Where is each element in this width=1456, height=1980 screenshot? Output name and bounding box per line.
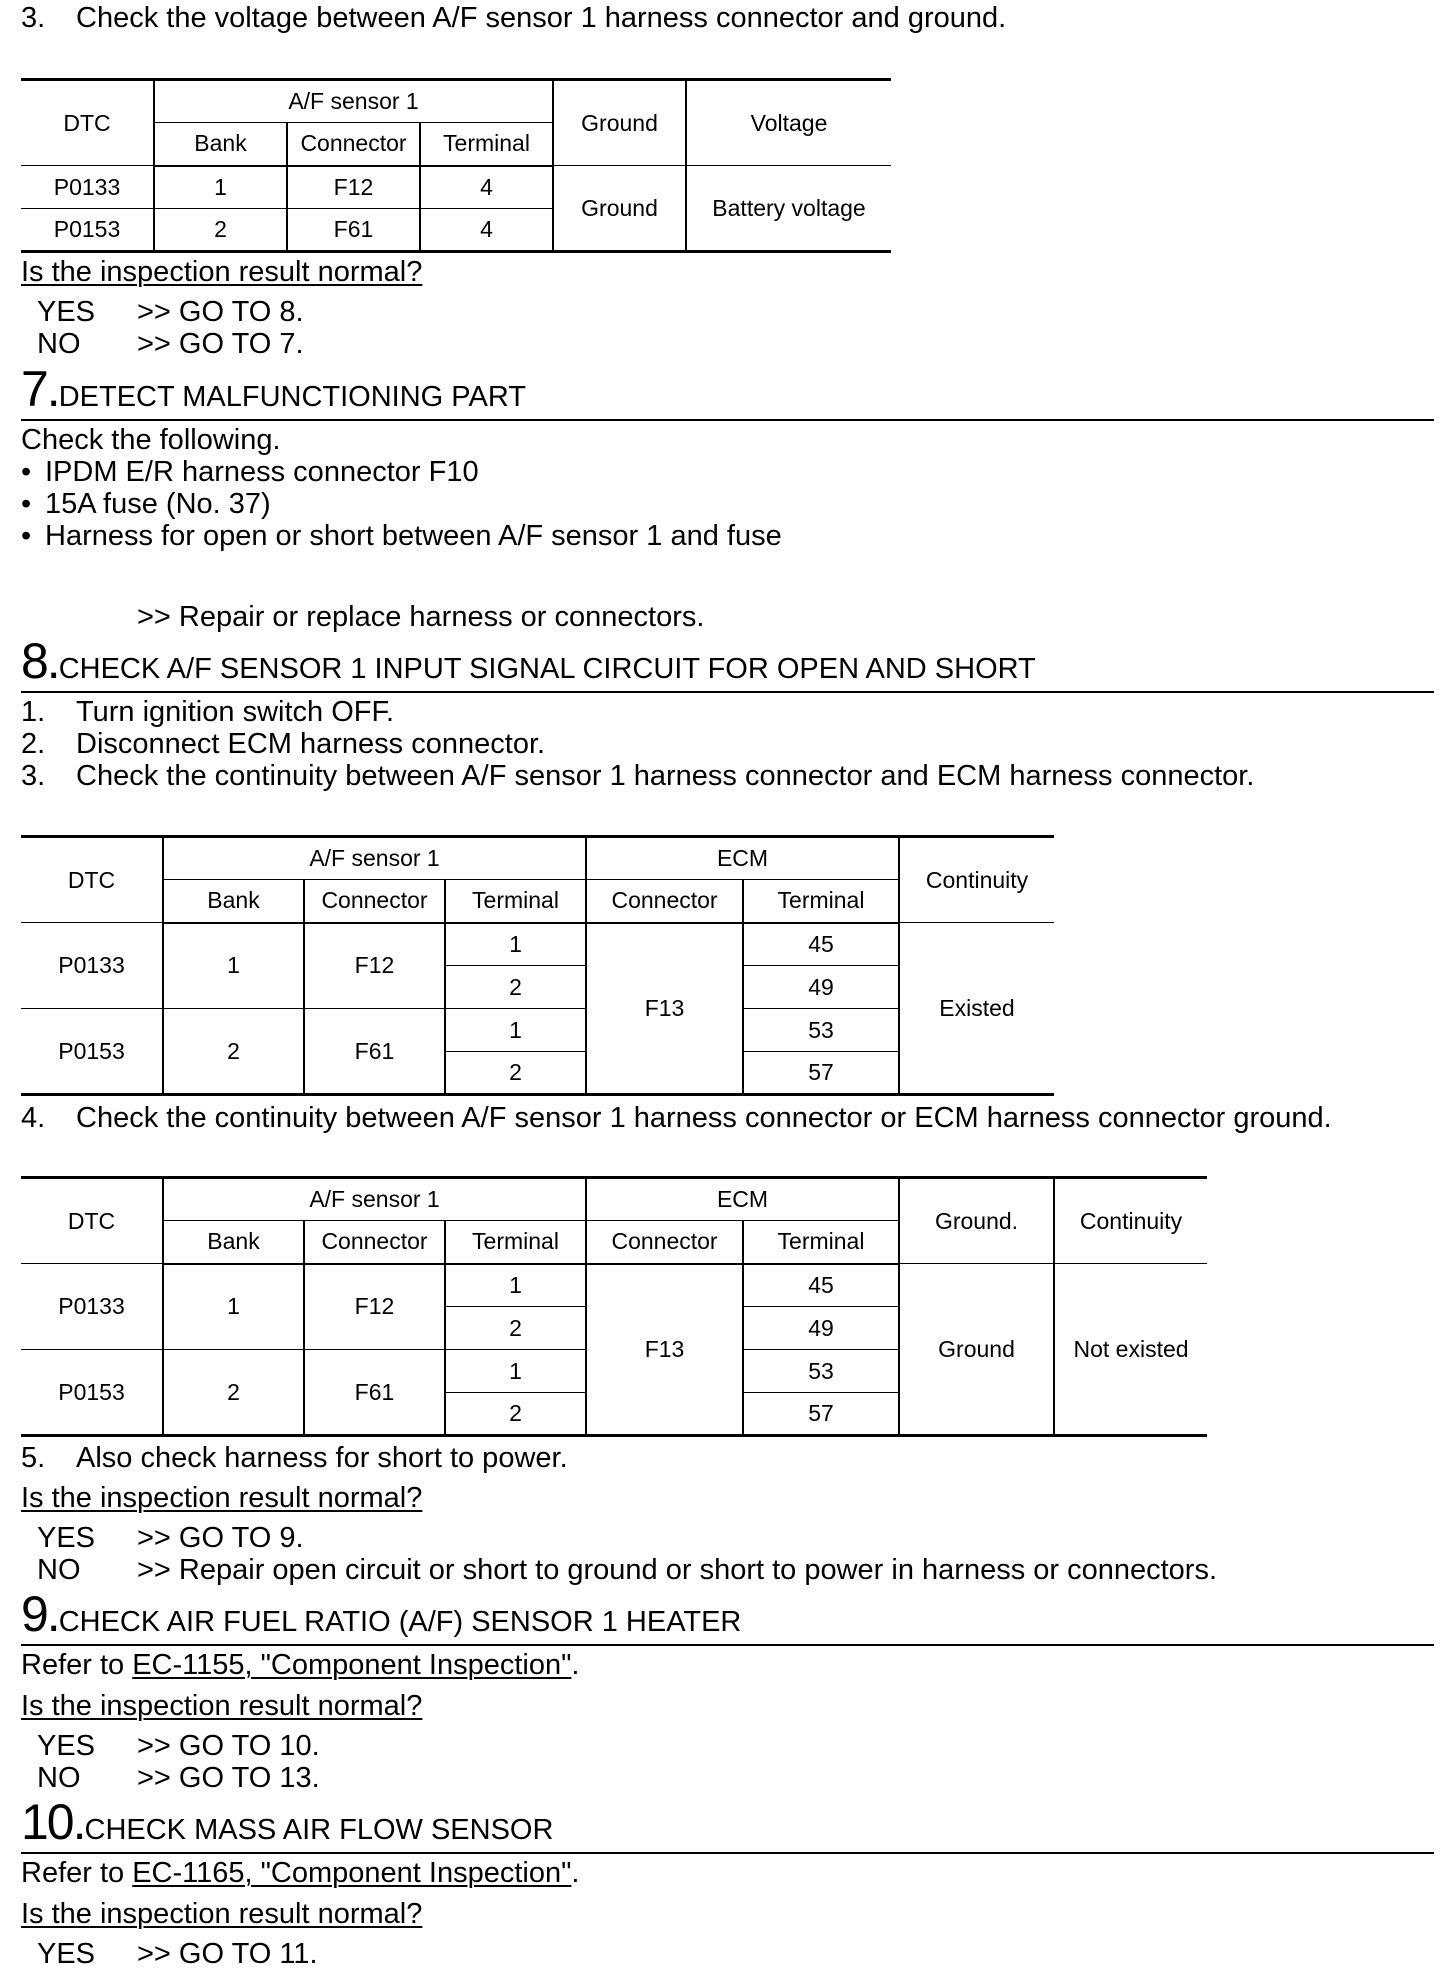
header-connector: Connector <box>304 1221 445 1264</box>
divider <box>21 419 1434 421</box>
inspection-question: Is the inspection result normal? <box>21 1482 423 1514</box>
cell-terminal: 1 <box>445 1009 586 1052</box>
header-bank: Bank <box>154 123 287 166</box>
bullet-item: • IPDM E/R harness connector F10 <box>21 456 479 488</box>
cell-bank: 1 <box>163 1264 304 1350</box>
continuity-table <box>21 835 1054 1096</box>
voltage-table <box>21 78 891 253</box>
step-number: 9. <box>21 1586 59 1642</box>
cell-dtc: P0133 <box>21 1264 163 1350</box>
no-label: NO <box>37 328 81 360</box>
table-row <box>21 1264 1207 1307</box>
cell-bank: 2 <box>154 209 287 252</box>
cell-dtc: P0133 <box>21 923 163 1009</box>
yes-action: >> GO TO 9. <box>137 1522 304 1554</box>
cell-dtc: P0153 <box>21 1350 163 1436</box>
cell-bank: 2 <box>163 1009 304 1095</box>
cell-ecm-terminal: 53 <box>743 1009 899 1052</box>
cell-voltage: Battery voltage <box>686 166 891 252</box>
cell-ecm-terminal: 49 <box>743 966 899 1009</box>
yes-line <box>37 298 304 327</box>
inspection-question: Is the inspection result normal? <box>21 1690 423 1722</box>
header-ecm-connector: Connector <box>586 1221 743 1264</box>
divider <box>21 691 1434 693</box>
step-number: 10. <box>21 1794 85 1850</box>
no-action: >> GO TO 7. <box>137 328 304 360</box>
divider <box>21 1852 1434 1854</box>
header-connector: Connector <box>304 880 445 923</box>
cell-dtc: P0133 <box>21 166 154 209</box>
component-inspection-link[interactable]: EC-1165, "Component Inspection" <box>132 1857 572 1889</box>
cell-terminal: 1 <box>445 1264 586 1307</box>
header-dtc: DTC <box>21 80 154 166</box>
step8-item: 5. Also check harness for short to power. <box>21 1442 568 1474</box>
header-connector: Connector <box>287 123 420 166</box>
cell-connector: F12 <box>304 1264 445 1350</box>
cell-terminal: 2 <box>445 1393 586 1436</box>
divider <box>21 1644 1434 1646</box>
cell-ground: Ground <box>553 166 686 252</box>
step-number: 7. <box>21 361 59 417</box>
no-line <box>37 1556 1217 1585</box>
step8-item: 4. Check the continuity between A/F sensor 1 harness connector or ECM harness connector ground. <box>21 1102 1332 1134</box>
header-af-sensor: A/F sensor 1 <box>154 80 553 123</box>
cell-bank: 2 <box>163 1350 304 1436</box>
cell-ecm-terminal: 57 <box>743 1052 899 1095</box>
step-number: 8. <box>21 633 59 689</box>
header-bank: Bank <box>163 1221 304 1264</box>
item-number: 3. <box>21 2 46 34</box>
cell-ecm-terminal: 57 <box>743 1393 899 1436</box>
cell-dtc: P0153 <box>21 209 154 252</box>
yes-line <box>37 1524 304 1553</box>
cell-connector: F61 <box>304 1350 445 1436</box>
bullet-item: • 15A fuse (No. 37) <box>21 488 271 520</box>
table-row <box>21 166 891 209</box>
header-ground: Ground. <box>899 1178 1054 1264</box>
step3-item <box>21 4 1006 33</box>
cell-connector: F61 <box>304 1009 445 1095</box>
step-title: CHECK A/F SENSOR 1 INPUT SIGNAL CIRCUIT FOR OPEN AND SHORT <box>58 653 1036 685</box>
cell-ecm-terminal: 49 <box>743 1307 899 1350</box>
step8-item: 1. Turn ignition switch OFF. <box>21 696 395 728</box>
no-action: >> Repair open circuit or short to ground or short to power in harness or connectors. <box>137 1554 1218 1586</box>
cell-terminal: 1 <box>445 1350 586 1393</box>
cell-connector: F12 <box>287 166 420 209</box>
step-title: CHECK AIR FUEL RATIO (A/F) SENSOR 1 HEATER <box>58 1606 742 1638</box>
cell-ecm-connector: F13 <box>586 1264 743 1436</box>
step7-intro: Check the following. <box>21 424 281 456</box>
refer-line: Refer to EC-1155, "Component Inspection". <box>21 1649 580 1681</box>
header-af-sensor: A/F sensor 1 <box>163 837 586 880</box>
cell-terminal: 4 <box>420 209 553 252</box>
header-ecm-terminal: Terminal <box>743 1221 899 1264</box>
step8-item: 3. Check the continuity between A/F sensor 1 harness connector and ECM harness connector. <box>21 760 1255 792</box>
step10-heading <box>21 1793 553 1851</box>
yes-label: YES <box>37 1938 96 1970</box>
inspection-question: Is the inspection result normal? <box>21 1898 423 1930</box>
step8-item: 2. Disconnect ECM harness connector. <box>21 728 546 760</box>
header-terminal: Terminal <box>445 1221 586 1264</box>
no-line <box>37 1764 320 1793</box>
header-af-sensor: A/F sensor 1 <box>163 1178 586 1221</box>
header-voltage: Voltage <box>686 80 891 166</box>
cell-continuity: Not existed <box>1054 1264 1207 1436</box>
item-text: Check the voltage between A/F sensor 1 harness connector and ground. <box>76 2 1007 34</box>
cell-connector: F61 <box>287 209 420 252</box>
header-ecm: ECM <box>586 1178 899 1221</box>
cell-terminal: 4 <box>420 166 553 209</box>
yes-action: >> GO TO 10. <box>137 1730 320 1762</box>
cell-continuity: Existed <box>899 923 1054 1095</box>
cell-ecm-terminal: 45 <box>743 923 899 966</box>
header-dtc: DTC <box>21 837 163 923</box>
yes-action: >> GO TO 8. <box>137 296 304 328</box>
refer-line: Refer to EC-1165, "Component Inspection". <box>21 1857 580 1889</box>
cell-connector: F12 <box>304 923 445 1009</box>
inspection-question: Is the inspection result normal? <box>21 256 423 288</box>
yes-label: YES <box>37 1522 96 1554</box>
header-ground: Ground <box>553 80 686 166</box>
cell-ecm-terminal: 53 <box>743 1350 899 1393</box>
header-terminal: Terminal <box>420 123 553 166</box>
short-to-ground-table <box>21 1176 1207 1437</box>
yes-line <box>37 1732 320 1761</box>
header-bank: Bank <box>163 880 304 923</box>
bullet-item: • Harness for open or short between A/F sensor 1 and fuse <box>21 520 782 552</box>
cell-terminal: 2 <box>445 1307 586 1350</box>
no-action: >> GO TO 13. <box>137 1762 320 1794</box>
yes-line <box>37 1940 318 1969</box>
header-dtc: DTC <box>21 1178 163 1264</box>
cell-ecm-connector: F13 <box>586 923 743 1095</box>
no-label: NO <box>37 1554 81 1586</box>
cell-terminal: 2 <box>445 966 586 1009</box>
step9-heading <box>21 1585 741 1643</box>
yes-label: YES <box>37 296 96 328</box>
step-title: DETECT MALFUNCTIONING PART <box>58 381 526 413</box>
yes-action: >> GO TO 11. <box>137 1938 318 1970</box>
step-title: CHECK MASS AIR FLOW SENSOR <box>84 1814 554 1846</box>
component-inspection-link[interactable]: EC-1155, "Component Inspection" <box>132 1649 572 1681</box>
cell-bank: 1 <box>154 166 287 209</box>
no-line <box>37 330 304 359</box>
table-row <box>21 923 1054 966</box>
header-continuity: Continuity <box>1054 1178 1207 1264</box>
cell-ecm-terminal: 45 <box>743 1264 899 1307</box>
cell-terminal: 1 <box>445 923 586 966</box>
no-label: NO <box>37 1762 81 1794</box>
header-ecm-connector: Connector <box>586 880 743 923</box>
header-ecm-terminal: Terminal <box>743 880 899 923</box>
step8-heading <box>21 632 1036 690</box>
cell-terminal: 2 <box>445 1052 586 1095</box>
cell-bank: 1 <box>163 923 304 1009</box>
step7-action: >> Repair or replace harness or connectors. <box>137 601 705 633</box>
cell-ground: Ground <box>899 1264 1054 1436</box>
step7-heading <box>21 360 526 418</box>
header-continuity: Continuity <box>899 837 1054 923</box>
cell-dtc: P0153 <box>21 1009 163 1095</box>
header-terminal: Terminal <box>445 880 586 923</box>
header-ecm: ECM <box>586 837 899 880</box>
yes-label: YES <box>37 1730 96 1762</box>
